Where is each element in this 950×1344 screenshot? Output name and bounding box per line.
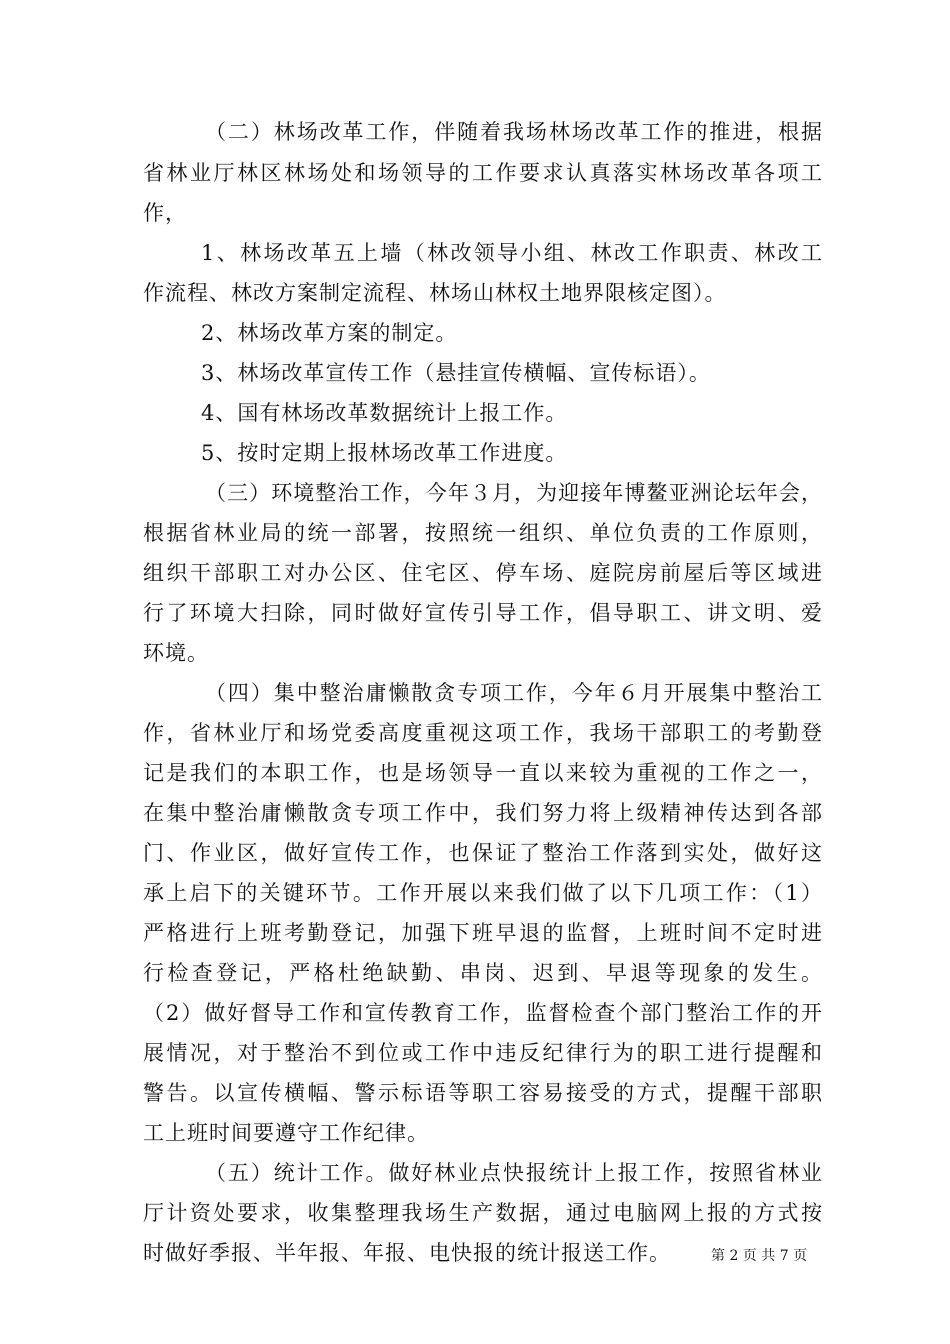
text-line: 门、作业区，做好宣传工作，也保证了整治工作落到实处，做好这	[143, 841, 823, 865]
text-line: 警告。以宣传横幅、警示标语等职工容易接受的方式，提醒干部职	[143, 1081, 823, 1105]
text-line: 工上班时间要遵守工作纪律。	[143, 1121, 429, 1145]
text-line: 作，省林业厅和场党委高度重视这项工作，我场干部职工的考勤登	[143, 721, 823, 745]
text-line: 时做好季报、半年报、年报、电快报的统计报送工作。	[143, 1241, 671, 1265]
text-line: （四）集中整治庸懒散贪专项工作，今年６月开展集中整治工	[205, 681, 823, 705]
text-line: 环境。	[143, 641, 209, 665]
text-line: 组织干部职工对办公区、住宅区、停车场、庭院房前屋后等区域进	[143, 561, 823, 585]
text-line: 4、国有林场改革数据统计上报工作。	[201, 401, 568, 425]
text-line: 行检查登记，严格杜绝缺勤、串岗、迟到、早退等现象的发生。	[143, 961, 823, 985]
text-line: 在集中整治庸懒散贪专项工作中，我们努力将上级精神传达到各部	[143, 801, 823, 825]
text-line: 省林业厅林区林场处和场领导的工作要求认真落实林场改革各项工	[143, 161, 823, 185]
text-line: 展情况，对于整治不到位或工作中违反纪律行为的职工进行提醒和	[143, 1041, 823, 1065]
text-line: 根据省林业局的统一部署，按照统一组织、单位负责的工作原则，	[143, 521, 823, 545]
text-line: （三）环境整治工作，今年３月，为迎接年博鳌亚洲论坛年会，	[205, 481, 823, 505]
text-line: 承上启下的关键环节。工作开展以来我们做了以下几项工作：（1）	[143, 881, 823, 905]
text-line: 2、林场改革方案的制定。	[201, 321, 458, 345]
text-line: 1、林场改革五上墙（林改领导小组、林改工作职责、林改工	[201, 241, 823, 265]
text-line: 3、林场改革宣传工作（悬挂宣传横幅、宣传标语）。	[201, 361, 711, 385]
text-line: 作流程、林改方案制定流程、林场山林权土地界限核定图）。	[143, 281, 727, 305]
text-line: （2）做好督导工作和宣传教育工作，监督检查个部门整治工作的开	[143, 1001, 823, 1025]
text-line: （五）统计工作。做好林业点快报统计上报工作，按照省林业	[205, 1161, 823, 1185]
text-line: 作，	[143, 201, 187, 225]
text-line: 5、按时定期上报林场改革工作进度。	[201, 441, 568, 465]
text-line: 记是我们的本职工作，也是场领导一直以来较为重视的工作之一，	[143, 761, 823, 785]
text-line: 严格进行上班考勤登记，加强下班早退的监督，上班时间不定时进	[143, 921, 823, 945]
page-number: 第 2 页 共 7 页	[711, 1248, 808, 1264]
text-line: 行了环境大扫除，同时做好宣传引导工作，倡导职工、讲文明、爱	[143, 601, 823, 625]
text-line: 厅计资处要求，收集整理我场生产数据，通过电脑网上报的方式按	[143, 1201, 823, 1225]
text-line: （二）林场改革工作，伴随着我场林场改革工作的推进，根据	[205, 120, 823, 144]
